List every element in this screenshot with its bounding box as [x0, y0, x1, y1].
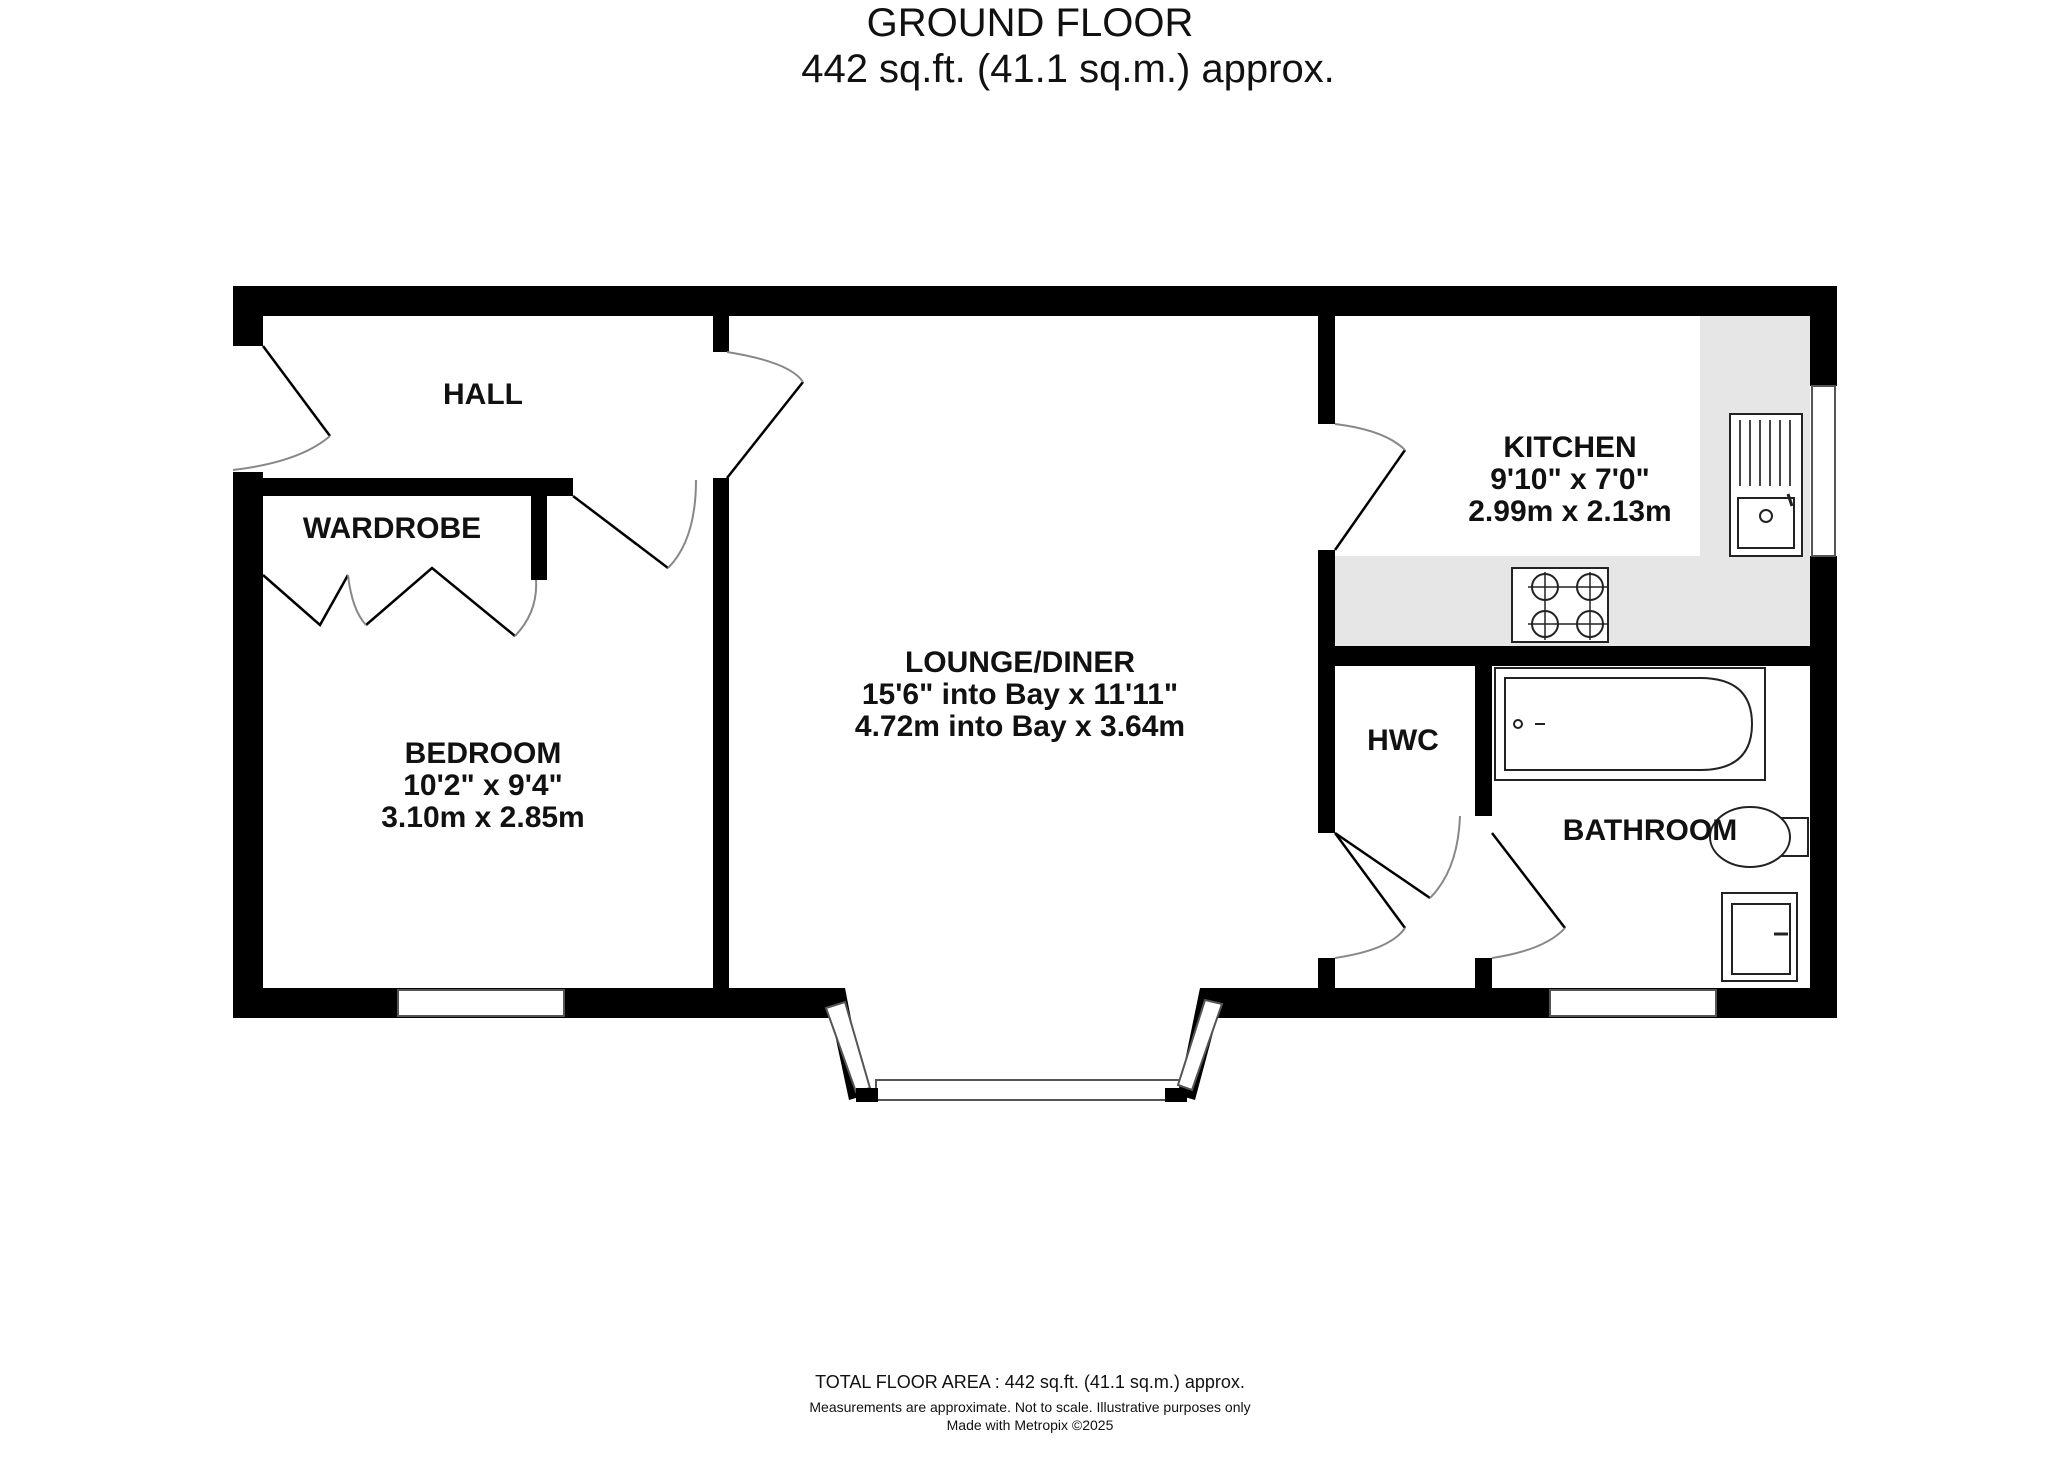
kitchen-imperial: 9'10" x 7'0" [1490, 463, 1650, 496]
bathroom-window [1550, 990, 1716, 1016]
entrance-door [263, 346, 330, 436]
lounge-metric: 4.72m into Bay x 3.64m [854, 710, 1186, 743]
basin [1722, 893, 1797, 981]
hwc-label: HWC [1367, 724, 1439, 757]
floor-area: 442 sq.ft. (41.1 sq.m.) approx. [801, 47, 1335, 91]
wardrobe-door-right [366, 568, 515, 636]
kitchen-door [1335, 450, 1405, 550]
bay-window [825, 988, 1225, 1102]
bathroom-door [1492, 833, 1565, 928]
wardrobe-label: WARDROBE [302, 512, 482, 545]
bedroom-window [398, 990, 564, 1016]
floor-title: GROUND FLOOR [866, 1, 1194, 45]
lounge-label: LOUNGE/DINER [904, 646, 1136, 679]
wardrobe-door-left [263, 575, 348, 625]
hwc-door [1335, 833, 1430, 898]
hob [1512, 568, 1608, 642]
bedroom-label: BEDROOM [404, 737, 562, 770]
kitchen-metric: 2.99m x 2.13m [1468, 495, 1672, 528]
kitchen-sink [1730, 414, 1802, 556]
bath [1495, 668, 1765, 780]
disclaimer: Measurements are approximate. Not to scale. Illustrative purposes only [809, 1399, 1251, 1415]
credit: Made with Metropix ©2025 [946, 1417, 1114, 1433]
bedroom-door [573, 496, 668, 568]
kitchen-window [1812, 386, 1835, 556]
lounge-imperial: 15'6" into Bay x 11'11" [861, 678, 1179, 711]
bathroom-label: BATHROOM [1562, 814, 1738, 847]
bedroom-metric: 3.10m x 2.85m [381, 801, 585, 834]
total-floor-area: TOTAL FLOOR AREA : 442 sq.ft. (41.1 sq.m.) approx. [815, 1372, 1245, 1392]
hall-label: HALL [443, 378, 523, 411]
kitchen-label: KITCHEN [1503, 431, 1637, 464]
bedroom-imperial: 10'2" x 9'4" [403, 769, 563, 802]
lounge-hwc-door [1335, 833, 1405, 928]
lounge-door [727, 382, 803, 478]
